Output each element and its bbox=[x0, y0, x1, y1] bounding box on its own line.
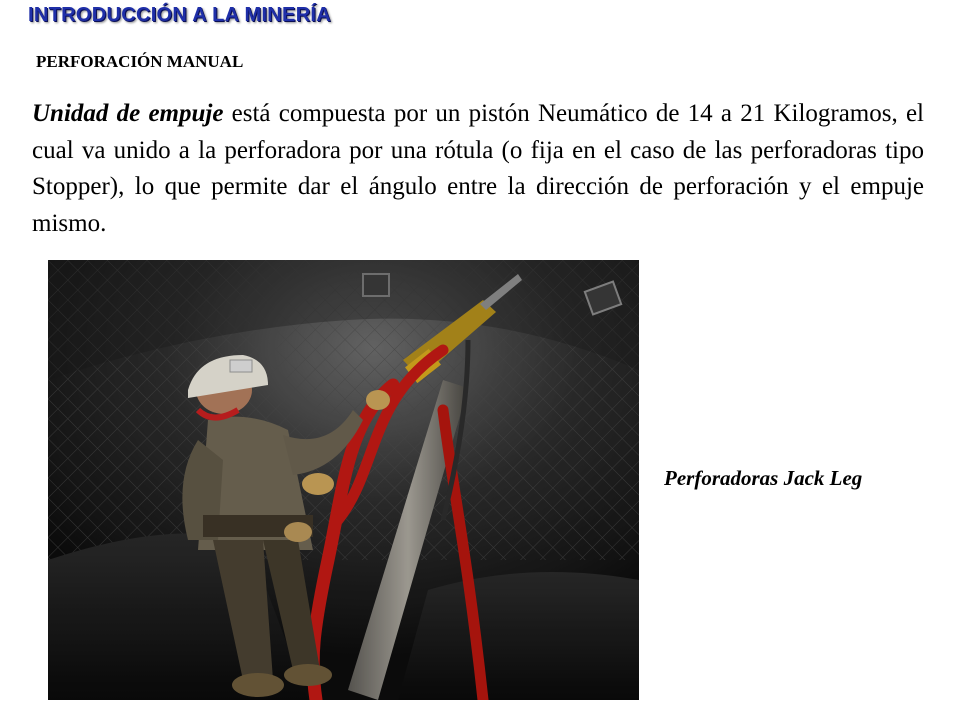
paragraph-lead: Unidad de empuje bbox=[32, 100, 224, 127]
photo-caption: Perforadoras Jack Leg bbox=[664, 466, 863, 490]
slide-title: INTRODUCCIÓN A LA MINERÍA bbox=[28, 4, 332, 26]
paragraph-text: está compuesta por un pistón Neumático de 14 a 21 Kilogramos, el cual va unido a la perforadora por una rótula (o fija en el caso de las perforadoras tipo Stopper), lo que permite dar el ángulo entre la dirección de perforación y el empuje mismo. bbox=[32, 100, 924, 237]
body-paragraph bbox=[32, 96, 924, 242]
mining-photo bbox=[48, 260, 639, 700]
section-subtitle: PERFORACIÓN MANUAL bbox=[36, 52, 244, 71]
